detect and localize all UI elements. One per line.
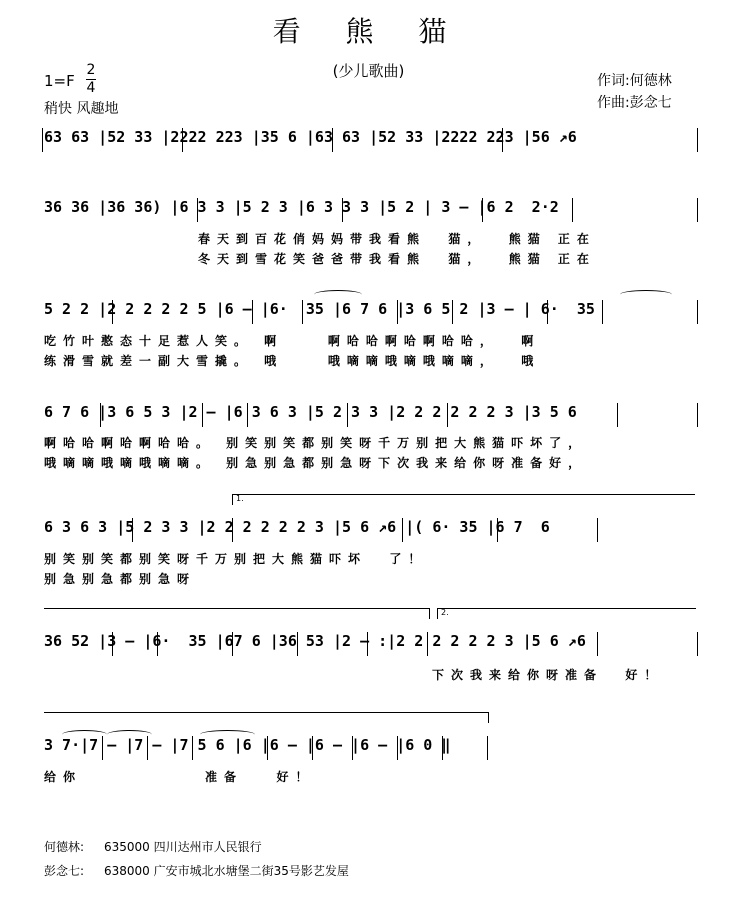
notation-line-5: 6 3 6 3 |5 2 3 3 |2 2 2 2 2 2 3 |5 6 ↗6 |( 6· 35 |6 7 6 [44,518,550,536]
notation-line-3: 5 2 2 |2 2 2 2 2 5 |6 – |6· 35 |6 7 6 |3 6 5 2 |3 – | 6· 35 [44,300,595,318]
key-signature: 1=F [44,72,75,90]
tempo-marking: 稍快 风趣地 [44,101,119,117]
lyric-line-6-verse-1: 下次我来给你呀准备 好！ [432,668,664,682]
volta-first-ending: 1. [232,494,695,505]
lyric-line-2-verse-1: 春天到百花俏妈妈带我看熊 猫， 熊猫 正在 [198,232,596,246]
song-subtitle: (少儿歌曲) [332,62,405,80]
lyric-line-4-verse-1: 啊哈哈啊哈啊哈哈。 别笑别笑都别笑呀千万别把大熊猫吓坏了， [44,436,588,450]
notation-line-4: 6 7 6 |3 6 5 3 |2 – |6 3 6 3 |5 2 3 3 |2 2 2 2 2 2 3 |3 5 6 [44,403,577,421]
contact-name: 彭念七: [44,864,85,878]
composer-credit: 作曲:彭念七 [597,95,672,111]
slur-arc [314,290,362,299]
time-signature [86,62,96,97]
lyric-line-2-verse-2: 冬天到雪花笑爸爸带我看熊 猫， 熊猫 正在 [198,252,596,266]
contact-address: 635000 四川达州市人民银行 [104,840,262,854]
contact-name: 何德林: [44,840,85,854]
lyricist-credit: 作词:何德林 [597,73,672,89]
lyric-line-3-verse-1: 吃竹叶憨态十足惹人笑。 啊 啊哈哈啊哈啊哈哈， 啊 [44,334,541,348]
notation-line-6: 36 52 |3 – |6· 35 |67 6 |36 53 |2 – :|2 2 2 2 2 2 3 |5 6 ↗6 [44,632,586,650]
lyric-line-3-verse-2: 练滑雪就差一副大雪撬。 哦 哦嘀嘀哦嘀哦嘀嘀， 哦 [44,354,541,368]
volta-first-ending-continued [44,608,430,619]
volta-second-ending-continued [44,712,489,723]
contact-address: 638000 广安市城北水塘堡二街35号影艺发屋 [104,864,349,878]
time-sig-denominator: 4 [86,80,96,96]
notation-line-1: 63 63 |52 33 |2222 223 |35 6 |63 63 |52 33 |2222 223 |56 ↗6 [44,128,577,146]
contact-composer [44,862,349,879]
time-sig-numerator: 2 [86,62,96,78]
slur-arc [620,290,672,299]
lyric-line-7-verse-1: 给你 准备 好！ [44,770,315,784]
lyric-line-4-verse-2: 哦嘀嘀哦嘀哦嘀嘀。 别急别急都别急呀下次我来给你呀准备好， [44,456,588,470]
notation-line-2: 36 36 |36 36) |6 3 3 |5 2 3 |6 3 3 3 |5 2 | 3 – |6 2 2·2 [44,198,559,216]
lyric-line-5-verse-1: 别笑别笑都别笑呀千万别把大熊猫吓坏 了！ [44,552,428,566]
song-title: 看 熊 猫 [272,15,465,48]
volta-second-ending: 2. [437,608,696,619]
lyric-line-5-verse-2: 别急别急都别急呀 [44,572,197,586]
contact-lyricist [44,838,262,855]
notation-line-7: 3 7·|7 – |7 – |7 5 6 |6 |6 – |6 – |6 – |6 0 ‖ [44,736,451,754]
